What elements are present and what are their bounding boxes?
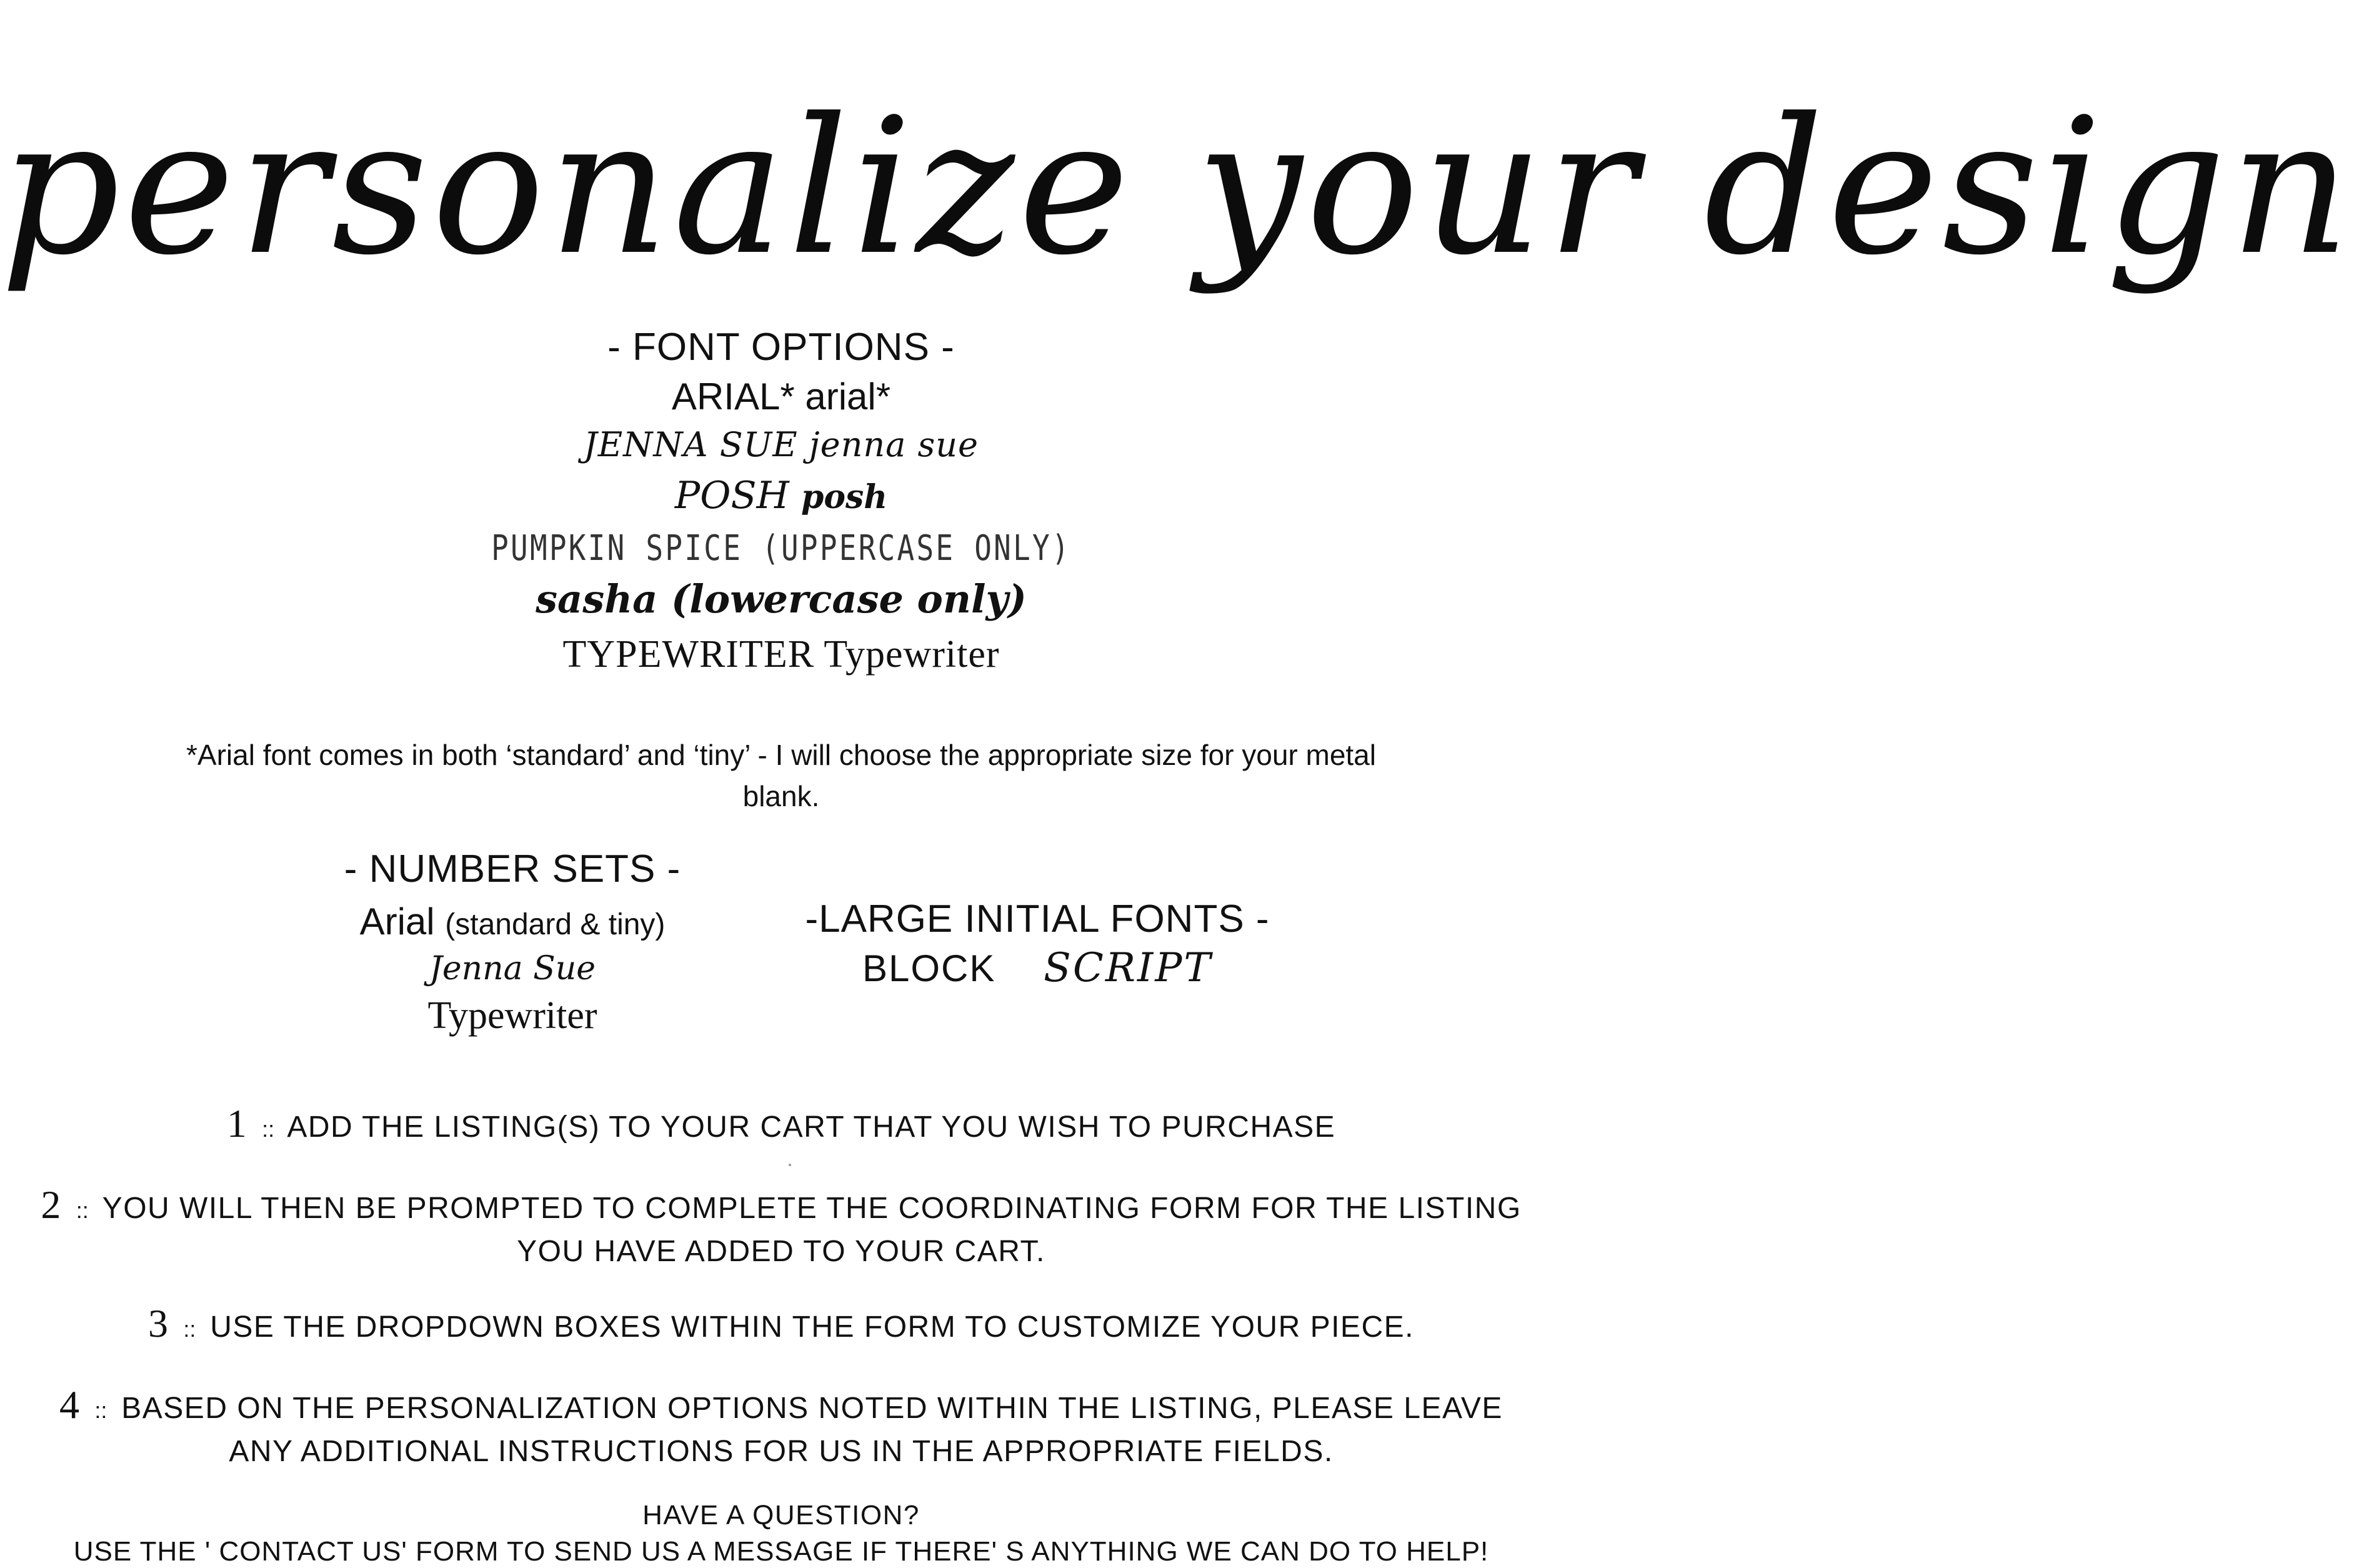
step-1 [0,1103,1562,1150]
page-title: personalize your design [0,78,2354,296]
step-number: 3 [148,1301,169,1346]
font-option-jenna-sue: JENNA SUE jenna sue [584,425,979,464]
step-separator: :: [76,1197,89,1223]
step-text: ADD THE LISTING(S) TO YOUR CART THAT YOU WISH TO PURCHASE [287,1111,1336,1144]
divider-dot [789,1164,791,1166]
font-option-posh-lower: posh [800,478,888,516]
number-set-typewriter: Typewriter [427,994,597,1037]
question-heading: HAVE A QUESTION? [642,1500,920,1531]
step-separator: :: [94,1397,107,1423]
large-initial-fonts-heading: -LARGE INITIAL FONTS - [805,897,1270,941]
step-number: 1 [226,1101,248,1146]
step-3 [0,1303,1562,1350]
question-text: USE THE ' CONTACT US' FORM TO SEND US A MESSAGE IF THERE' S ANYTHING WE CAN DO TO HELP! [73,1536,1489,1567]
arial-size-note: *Arial font comes in both ‘standard’ and ‘tiny’ - I will choose the appropriate size for your metal blank. [186,739,1376,812]
step-separator: :: [183,1316,196,1342]
initial-font-block: BLOCK [862,947,996,989]
number-set-jenna-sue: Jenna Sue [429,950,596,987]
number-set-arial [294,900,731,943]
step-number: 4 [59,1382,81,1427]
number-sets-heading: - NUMBER SETS - [344,847,681,891]
large-initial-fonts-row [781,945,1294,991]
font-option-pumpkin-spice: PUMPKIN SPICE (UPPERCASE ONLY) [491,528,1071,569]
step-separator: :: [262,1116,275,1142]
step-text: USE THE DROPDOWN BOXES WITHIN THE FORM TO CUSTOMIZE YOUR PIECE. [210,1311,1414,1344]
step-text: YOU WILL THEN BE PROMPTED TO COMPLETE THE COORDINATING FORM FOR THE LISTING YOU HAVE ADDED TO YOUR CART. [102,1192,1522,1268]
font-option-posh-upper: POSH [674,474,789,517]
initial-font-script: SCRIPT [1044,945,1213,991]
step-4 [0,1384,1562,1472]
step-number: 2 [41,1182,62,1227]
font-option-typewriter: TYPEWRITER Typewriter [562,633,1000,676]
font-option-posh [0,474,1562,517]
font-option-arial: ARIAL* arial* [671,376,891,417]
font-option-sasha: sasha (lowercase only) [536,576,1027,622]
number-set-arial-note: (standard & tiny) [445,908,666,941]
step-text: BASED ON THE PERSONALIZATION OPTIONS NOTED WITHIN THE LISTING, PLEASE LEAVE ANY ADDITIONAL INSTRUCTIONS FOR US IN THE APPROPRIATE FIELDS. [121,1392,1503,1468]
number-set-arial-label: Arial [359,901,435,942]
step-2 [0,1184,1562,1272]
font-options-heading: - FONT OPTIONS - [607,326,955,369]
